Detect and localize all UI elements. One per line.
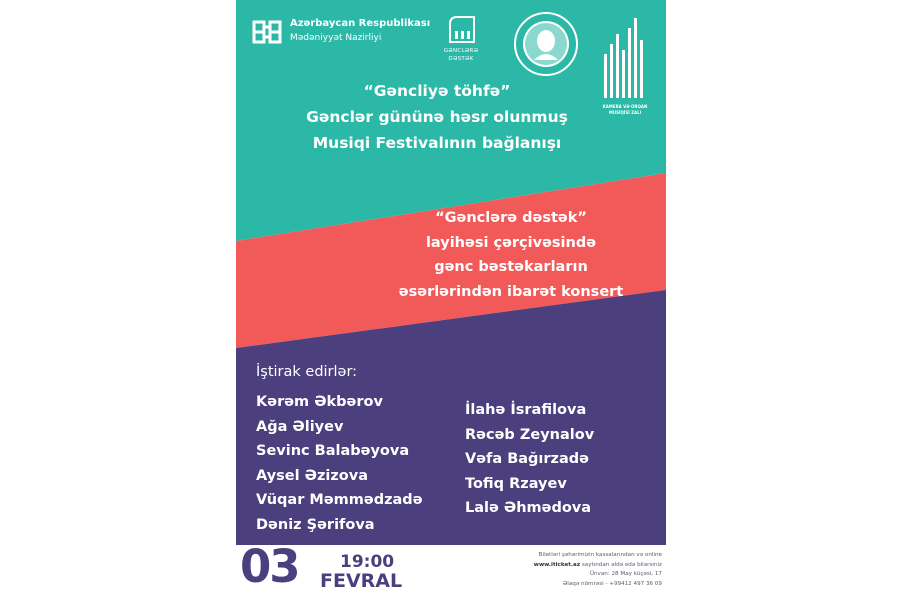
concert-poster [236,0,666,599]
organ-hall-line1: KAMERA VƏ ORQAN [602,104,648,109]
participant-name: Ağa Əliyev [256,418,344,435]
concert-description-line1: “Gənclərə dəstək” [435,210,587,226]
gencler-logo-line1: GƏNCLƏRƏ [443,48,479,54]
participant-name: Vüqar Məmmədzadə [256,492,423,508]
contact-phone: Əlaqə nömrəsi - +99412 497 36 09 [562,580,662,587]
ticket-info [482,551,662,589]
festival-heading-line1: “Gəncliyə töhfə” [363,82,511,100]
concert-description-line2: layihəsi çərçivəsində [425,234,597,251]
participants-label: İştirak edirlər: [256,364,358,380]
participant-name: Dəniz Şərifova [256,516,375,533]
concert-description [366,206,656,304]
venue-address: Ünvan: 28 May küçəsi, 17 [589,571,662,577]
participant-name: Lalə Əhmədova [465,500,592,516]
participant-name: Sevinc Balabəyova [256,443,410,459]
participant-name: Tofiq Rzayev [465,475,567,492]
ticket-info-line2-rest: saytından əldə edə bilərsiniz [580,561,662,568]
participant-name: Kərəm Əkbərov [256,394,383,410]
participants-column-2 [465,398,594,521]
ministry-emblem-icon [250,16,284,46]
organ-hall-line2: MUSİQİSİ ZALI [608,110,642,115]
ministry-name-line1: Azərbaycan Respublikası [290,18,431,29]
piano-logo-icon [446,14,478,44]
concert-description-line4: əsərlərindən ibarət konsert [398,283,624,300]
festival-heading-line3: Musiqi Festivalının bağlanışı [312,134,562,152]
festival-heading [242,78,632,156]
concert-description-line3: gənc bəstəkarların [434,259,588,275]
participant-name: İlahə İsrafilova [465,402,587,418]
participants-column-1 [256,390,423,537]
participant-name: Rəcəb Zeynalov [465,426,595,443]
gencler-logo-text [440,47,482,63]
participant-name: Aysel Əzizova [256,467,368,484]
ticket-info-line2 [482,561,662,571]
participant-name: Vəfa Bağırzadə [465,451,589,467]
event-day: 03 [240,540,299,593]
ticket-website-link[interactable]: www.iticket.az [533,561,581,568]
event-time: 19:00 [340,552,395,572]
ministry-logo [250,16,430,46]
festival-heading-line2: Gənclər gününə həsr olunmuş [306,108,568,126]
ministry-name-line2: Mədəniyyət Nazirliyi [290,33,382,43]
ticket-info-line1: Biletləri şəhərimizin kassalarından və online [538,552,662,558]
event-month: FEVRAL [320,570,403,592]
composer-seal-icon [512,10,580,78]
gencler-logo-line2: DƏSTƏK [448,56,474,62]
